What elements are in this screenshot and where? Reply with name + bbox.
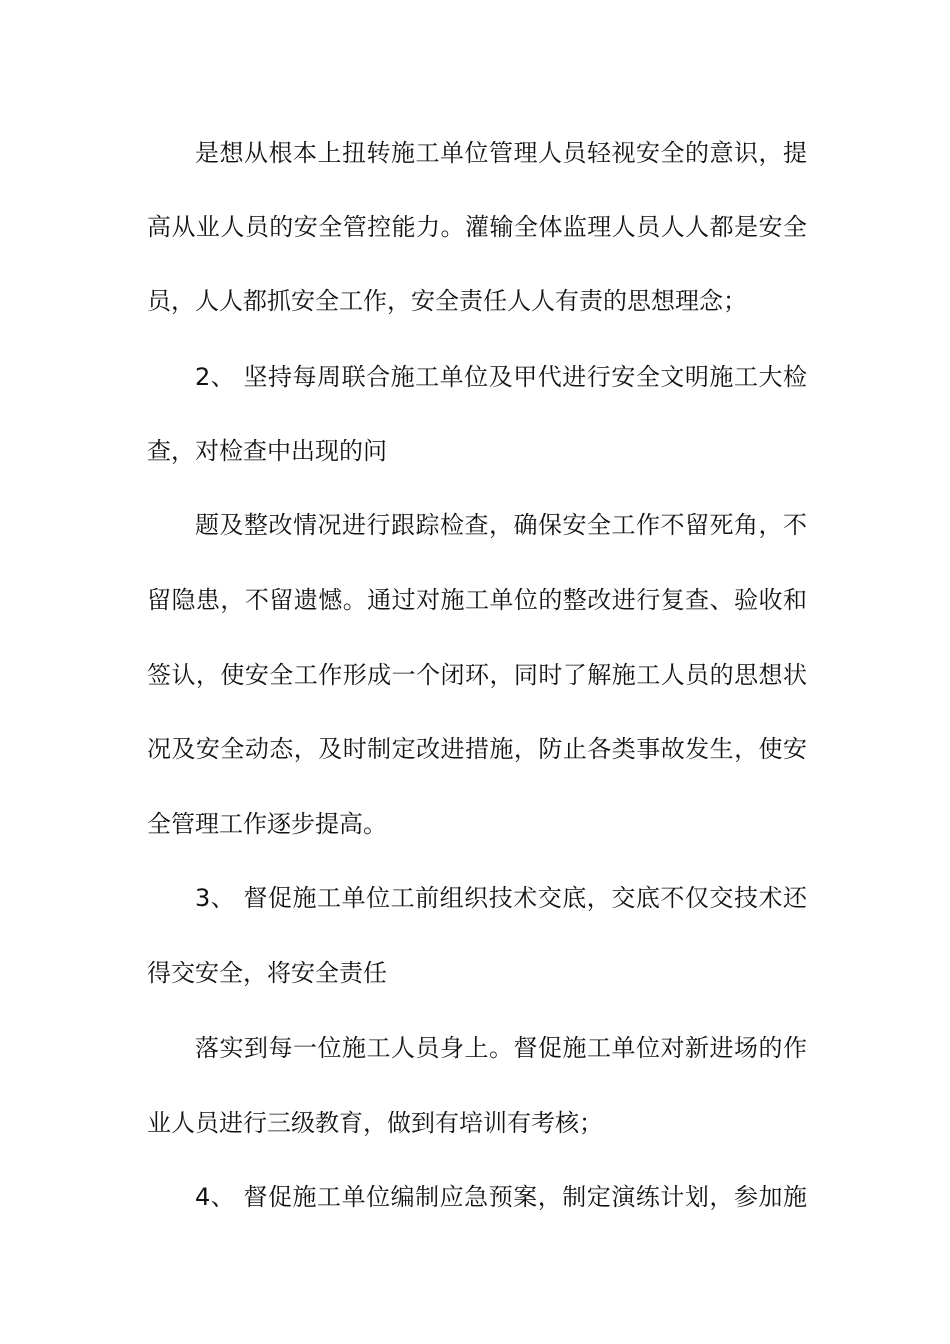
text-line: 业人员进行三级教育，做到有培训有考核； xyxy=(147,1109,603,1137)
text-line: 题及整改情况进行跟踪检查，确保安全工作不留死角，不 xyxy=(195,511,807,539)
text-line: 3、 督促施工单位工前组织技术交底，交底不仅交技术还 xyxy=(195,884,807,912)
text-line: 查，对检查中出现的问 xyxy=(147,437,387,465)
text-line: 高从业人员的安全管控能力。灌输全体监理人员人人都是安全 xyxy=(147,213,807,241)
text-line: 落实到每一位施工人员身上。督促施工单位对新进场的作 xyxy=(195,1034,807,1062)
text-line: 签认，使安全工作形成一个闭环，同时了解施工人员的思想状 xyxy=(147,661,807,689)
text-line: 况及安全动态，及时制定改进措施，防止各类事故发生，使安 xyxy=(147,735,807,763)
text-line: 员，人人都抓安全工作，安全责任人人有责的思想理念； xyxy=(147,287,747,315)
text-line: 留隐患，不留遗憾。通过对施工单位的整改进行复查、验收和 xyxy=(147,586,807,614)
text-line: 是想从根本上扭转施工单位管理人员轻视安全的意识，提 xyxy=(195,139,807,167)
text-line: 4、 督促施工单位编制应急预案，制定演练计划，参加施 xyxy=(195,1183,807,1211)
text-line: 得交安全，将安全责任 xyxy=(147,959,387,987)
text-line: 2、 坚持每周联合施工单位及甲代进行安全文明施工大检 xyxy=(195,363,807,391)
text-line: 全管理工作逐步提高。 xyxy=(147,810,387,838)
